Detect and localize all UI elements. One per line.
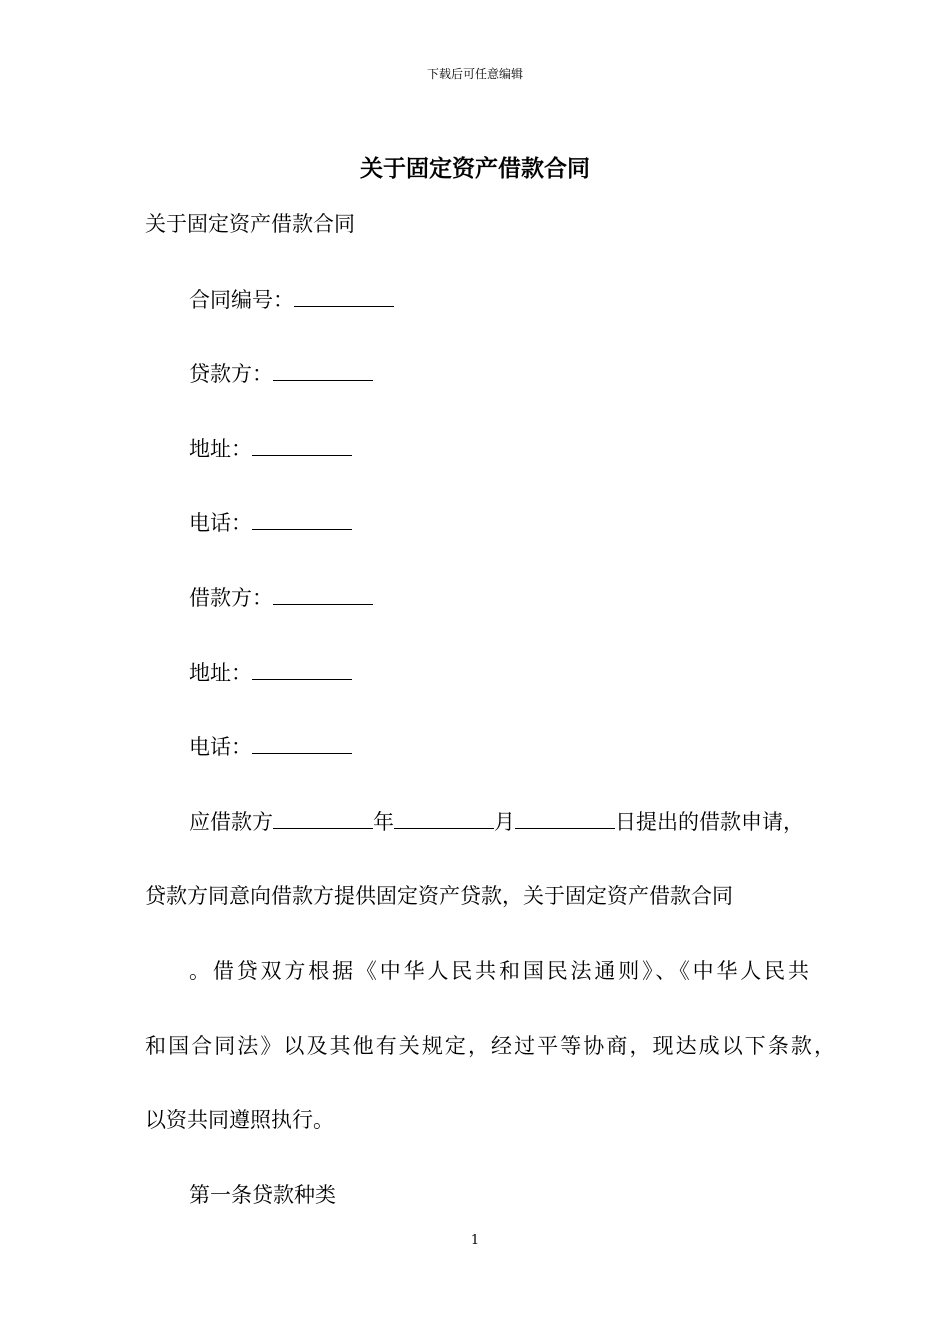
year-label: 年 — [373, 810, 394, 834]
paragraph2-line2: 和国合同法》以及其他有关规定，经过平等协商，现达成以下条款， — [145, 1034, 835, 1058]
application-text-2: 日提出的借款申请， — [615, 810, 804, 834]
paragraph2-line3: 以资共同遵照执行。 — [145, 1108, 334, 1132]
borrower-blank — [273, 584, 373, 605]
document-title: 关于固定资产借款合同 — [360, 155, 590, 182]
paragraph1-line2: 贷款方同意向借款方提供固定资产贷款，关于固定资产借款合同 — [145, 884, 733, 908]
page-number: 1 — [470, 1233, 480, 1248]
day-blank — [515, 808, 615, 829]
header-note: 下载后可任意编辑 — [426, 67, 523, 81]
borrower-phone-label: 电话： — [189, 735, 252, 759]
borrower-label: 借款方： — [189, 586, 273, 610]
contract-number-blank — [294, 286, 394, 307]
contract-number-label: 合同编号： — [189, 288, 294, 312]
lender-line — [189, 359, 835, 389]
month-label: 月 — [494, 810, 515, 834]
document-subtitle: 关于固定资产借款合同 — [145, 212, 355, 236]
contract-number-line — [189, 285, 835, 315]
lender-phone-label: 电话： — [189, 511, 252, 535]
year-blank — [273, 808, 373, 829]
borrower-address-line — [189, 658, 835, 688]
borrower-address-blank — [252, 659, 352, 680]
lender-address-label: 地址： — [189, 437, 252, 461]
lender-address-blank — [252, 435, 352, 456]
application-text-1: 应借款方 — [189, 810, 273, 834]
article1-heading: 第一条贷款种类 — [189, 1183, 336, 1207]
application-date-line — [189, 807, 835, 837]
lender-address-line — [189, 434, 835, 464]
lender-phone-blank — [252, 509, 352, 530]
lender-phone-line — [189, 508, 835, 538]
month-blank — [394, 808, 494, 829]
borrower-phone-line — [189, 732, 835, 762]
lender-blank — [273, 360, 373, 381]
borrower-line — [189, 583, 835, 613]
lender-label: 贷款方： — [189, 362, 273, 386]
borrower-phone-blank — [252, 733, 352, 754]
borrower-address-label: 地址： — [189, 661, 252, 685]
paragraph2-line1: 。借贷双方根据《中华人民共和国民法通则》、《中华人民共 — [189, 959, 809, 983]
